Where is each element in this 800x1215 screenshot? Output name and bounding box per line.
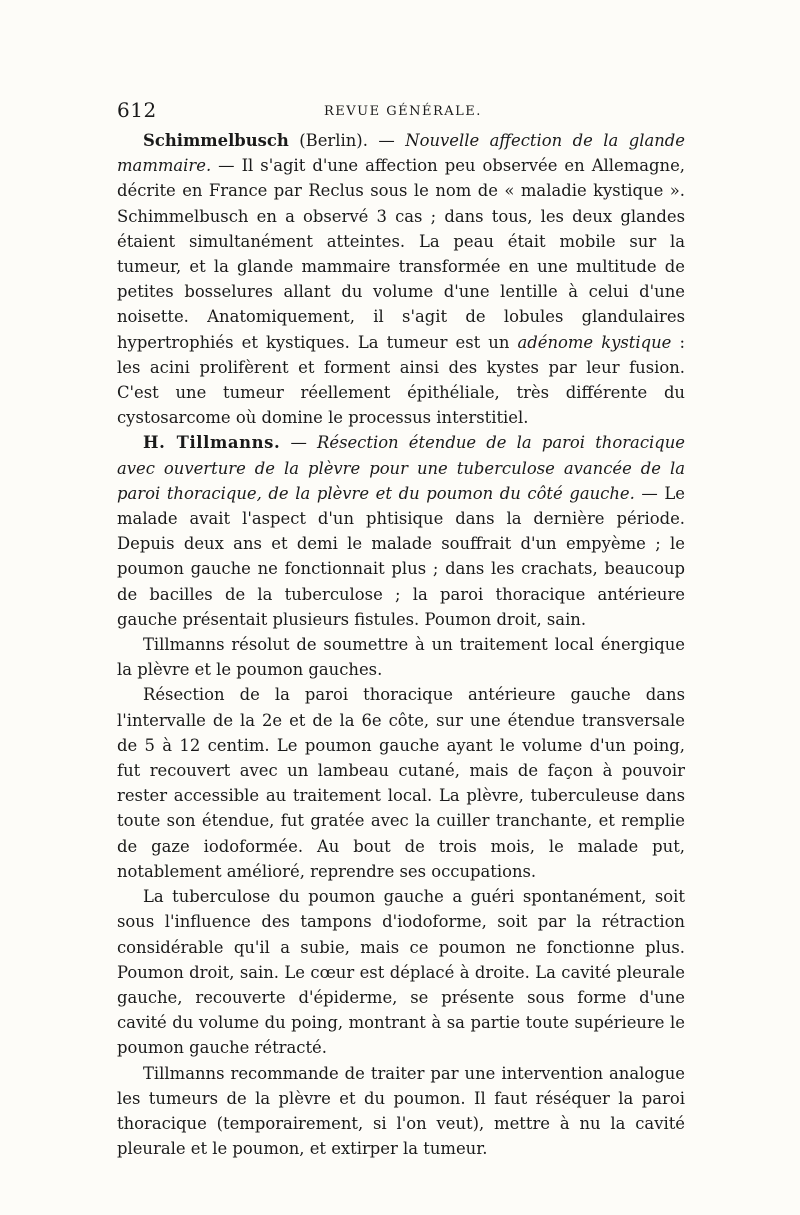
paragraph: Tillmanns résolut de soumettre à un traitement local énergique la plèvre et le poumon gauches. [117, 635, 685, 680]
paragraph-schimmelbusch [117, 128, 685, 430]
article-body [117, 128, 685, 1161]
page-number: 612 [117, 98, 157, 122]
author-name: H. Tillmanns. [143, 433, 281, 453]
paragraph: La tuberculose du poumon gauche a guéri spontanément, soit sous l'influence des tampons d'iodoforme, soit par la rétraction considérable qu'il a subie, mais ce poumon ne fonctionne plus. Poumon droit, sain. Le cœur est déplacé à droite. La cavité pleurale gauche, recouverte d'épiderme, se présente sous forme d'une cavité du volume du poing, montrant à sa partie toute supérieure le poumon gauche rétracté. [117, 887, 685, 1058]
paragraph-text-end: : les acini prolifèrent et forment ainsi des kystes par leur fusion. C'est une tumeur réellement épithéliale, très différente du cystosarcome où domine le processus interstitiel. [117, 332, 685, 428]
article-title: Résection étendue de la paroi thoracique avec ouverture de la plèvre pour une tuberculose avancée de la paroi thoracique, de la plèvre et du poumon du côté gauche. [117, 433, 685, 503]
author-name: Schimmelbusch [143, 131, 289, 150]
paragraph-text: — Le malade avait l'aspect d'un phtisique dans la dernière période. Depuis deux ans et demi le malade souffrait d'un empyème ; le poumon gauche ne fonctionnait plus ; dans les crachats, beaucoup de bacilles de la tuberculose ; la paroi thoracique antérieure gauche présentait plusieurs fistules. Poumon droit, sain. [117, 483, 685, 629]
running-title: REVUE GÉNÉRALE. [324, 104, 482, 119]
author-separator: — [280, 433, 318, 453]
paragraph-tillmanns [117, 430, 685, 632]
paragraph-text: — Il s'agit d'une affection peu observée en Allemagne, décrite en France par Reclus sous le nom de « maladie kystique ». Schimmelbusch en a observé 3 cas ; dans tous, les deux glandes étaient simultanément atteintes. La peau était mobile sur la tumeur, et la glande mammaire transformée en une multitude de petites bosselures allant du volume d'une lentille à celui d'une noisette. Anatomiquement, il s'agit de lobules glandulaires hypertrophiés et kystiques. La tumeur est un [117, 156, 685, 352]
paragraph: Tillmanns recommande de traiter par une intervention analogue les tumeurs de la plèvre et du poumon. Il faut réséquer la paroi thoracique (temporairement, si l'on veut), mettre à nu la cavité pleurale et le poumon, et extirper la tumeur. [117, 1063, 685, 1159]
page-header [117, 98, 687, 124]
article-title: Nouvelle affection de la glande mammaire. [117, 131, 685, 176]
italic-term: adénome kystique [517, 332, 672, 352]
author-affiliation: (Berlin). — [288, 131, 406, 150]
paragraph: Résection de la paroi thoracique antérieure gauche dans l'intervalle de la 2e et de la 6e côte, sur une étendue transversale de 5 à 12 centim. Le poumon gauche ayant le volume d'un poing, fut recouvert avec un lambeau cutané, mais de façon à pouvoir rester accessible au traitement local. La plèvre, tuberculeuse dans toute son étendue, fut gratée avec la cuiller tranchante, et remplie de gaze iodoformée. Au bout de trois mois, le malade put, notablement amélioré, reprendre ses occupations. [117, 685, 685, 881]
